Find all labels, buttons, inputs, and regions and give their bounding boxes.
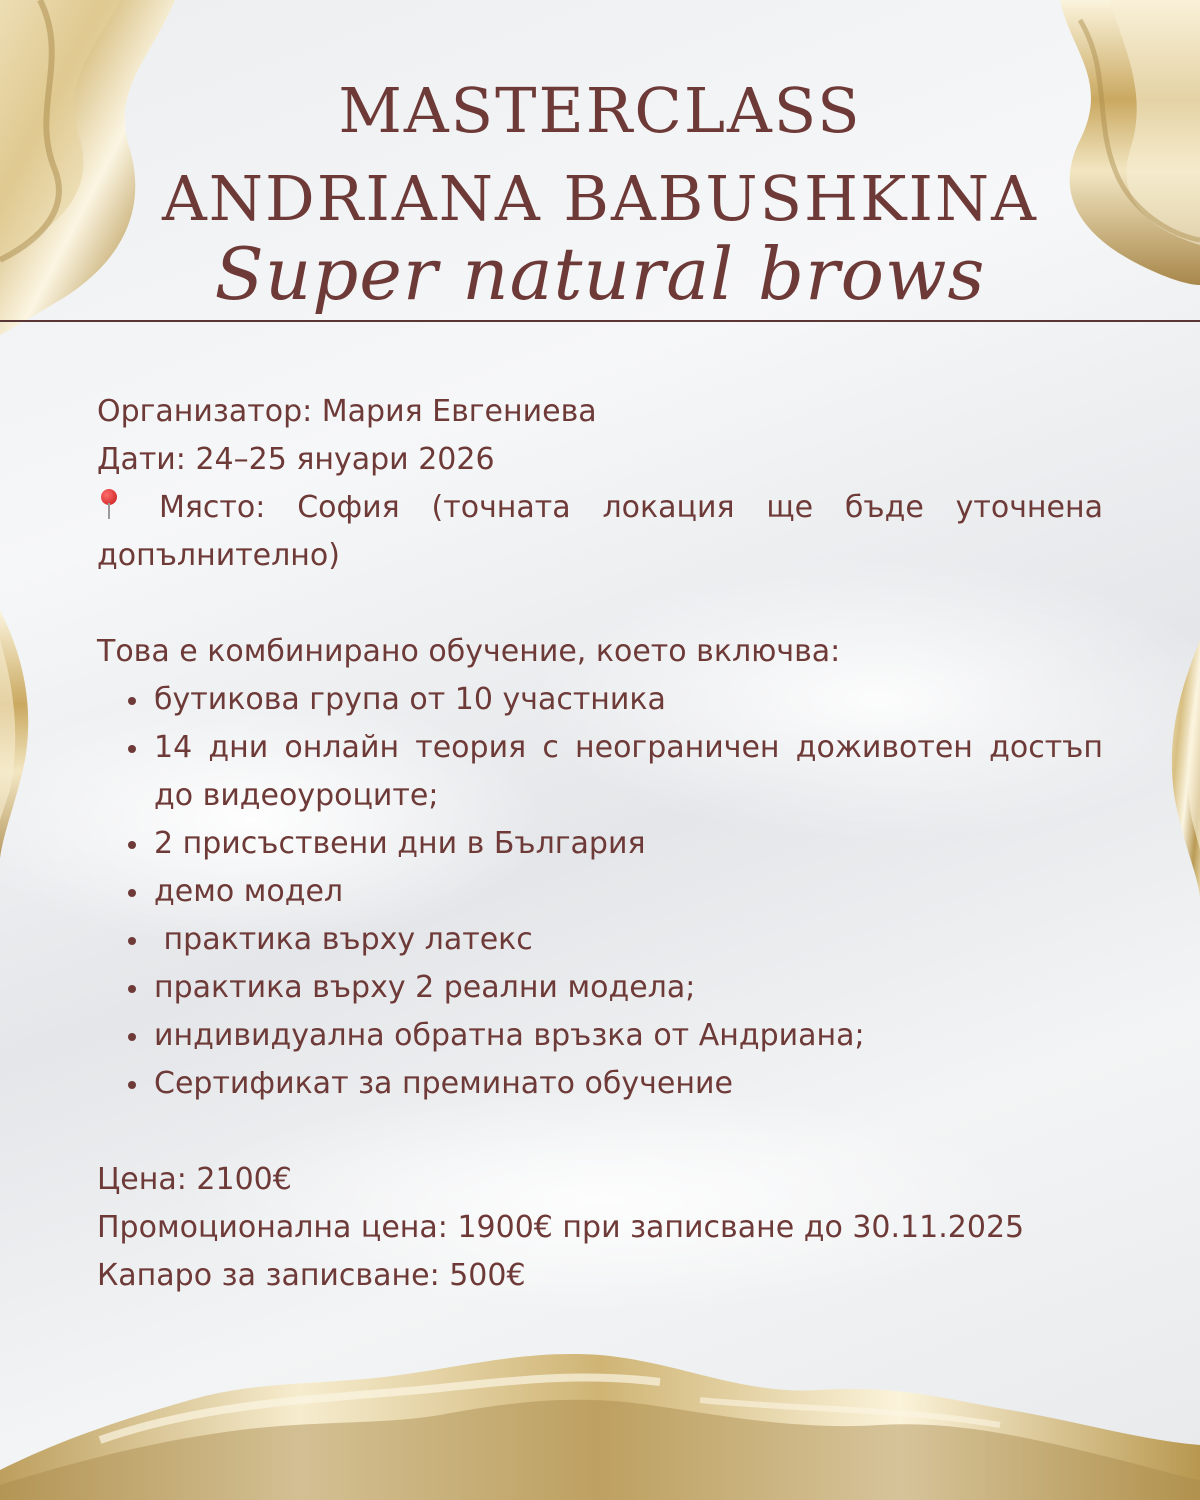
dates-line: Дати: 24–25 януари 2026 xyxy=(97,442,495,477)
training-intro: Това е комбинирано обучение, което включва: xyxy=(97,634,841,669)
list-item: практика върху латекс xyxy=(154,916,1103,964)
list-item: 14 дни онлайн теория с неограничен доживотен достъп до видеоуроците; xyxy=(154,724,1103,820)
organizer-line: Организатор: Мария Евгениева xyxy=(97,394,597,429)
list-item: практика върху 2 реални модела; xyxy=(154,964,1103,1012)
deposit-line: Капаро за записване: 500€ xyxy=(97,1258,526,1293)
masterclass-title: MASTERCLASS xyxy=(338,74,862,147)
course-details xyxy=(97,388,1103,1300)
list-item: индивидуална обратна връзка от Андриана; xyxy=(154,1012,1103,1060)
round-pushpin-icon xyxy=(97,489,121,523)
location-line xyxy=(97,484,1103,580)
price-line: Цена: 2100€ xyxy=(97,1162,292,1197)
location-text: Място: София (точната локация ще бъде уточнена допълнително) xyxy=(97,490,1103,573)
instructor-name: ANDRIANA BABUSHKINA xyxy=(162,162,1038,235)
training-includes-list xyxy=(97,676,1103,1108)
list-item: демо модел xyxy=(154,868,1103,916)
list-item: бутикова група от 10 участника xyxy=(154,676,1103,724)
promo-price-line: Промоционална цена: 1900€ при записване до 30.11.2025 xyxy=(97,1210,1025,1245)
course-subtitle: Super natural brows xyxy=(214,232,986,316)
list-item: 2 присъствени дни в България xyxy=(154,820,1103,868)
header-divider xyxy=(0,320,1200,322)
list-item: Сертификат за преминато обучение xyxy=(154,1060,1103,1108)
